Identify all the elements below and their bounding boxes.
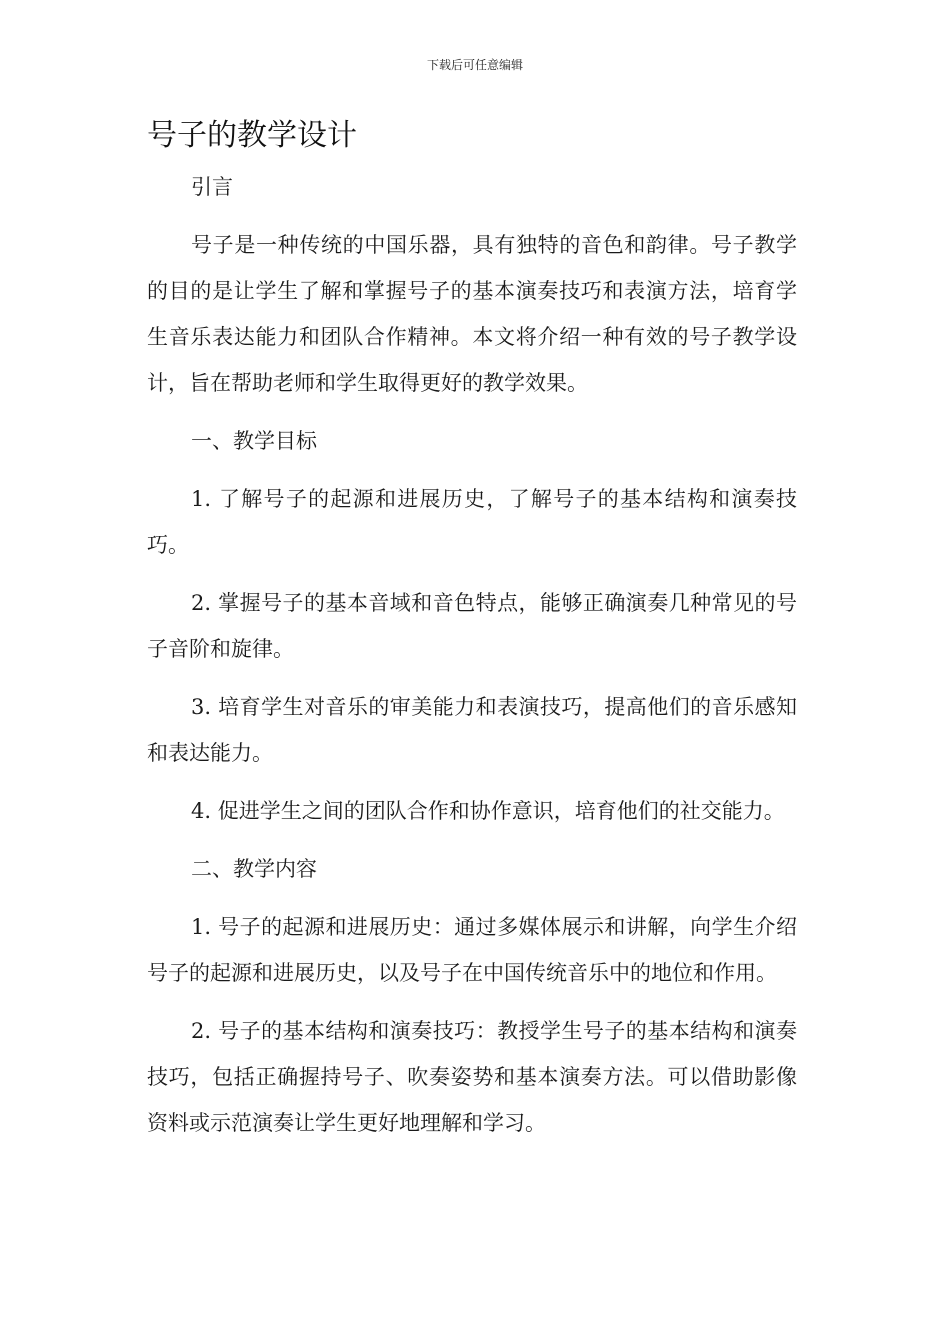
- content-item: 2. 号子的基本结构和演奏技巧：教授学生号子的基本结构和演奏技巧，包括正确握持号子、吹奏姿势和基本演奏方法。可以借助影像资料或示范演奏让学生更好地理解和学习。: [147, 1019, 797, 1135]
- document-title: 号子的教学设计: [147, 118, 357, 153]
- page-header-note: 下载后可任意编辑: [426, 58, 523, 72]
- goal-item: 1. 了解号子的起源和进展历史，了解号子的基本结构和演奏技巧。: [147, 487, 797, 557]
- document-body: [147, 164, 797, 1158]
- goal-item: 3. 培育学生对音乐的审美能力和表演技巧，提高他们的音乐感知和表达能力。: [147, 695, 797, 765]
- intro-paragraph: 号子是一种传统的中国乐器，具有独特的音色和韵律。号子教学的目的是让学生了解和掌握号子的基本演奏技巧和表演方法，培育学生音乐表达能力和团队合作精神。本文将介绍一种有效的号子教学设计，旨在帮助老师和学生取得更好的教学效果。: [147, 233, 797, 395]
- goal-item: 2. 掌握号子的基本音域和音色特点，能够正确演奏几种常见的号子音阶和旋律。: [147, 591, 797, 661]
- content-item: 1. 号子的起源和进展历史：通过多媒体展示和讲解，向学生介绍号子的起源和进展历史，以及号子在中国传统音乐中的地位和作用。: [147, 915, 797, 985]
- section-heading-teaching-goals: 一、教学目标: [191, 429, 317, 453]
- goal-item: 4. 促进学生之间的团队合作和协作意识，培育他们的社交能力。: [191, 799, 785, 823]
- section-heading-teaching-content: 二、教学内容: [191, 857, 317, 881]
- intro-heading: 引言: [191, 175, 233, 199]
